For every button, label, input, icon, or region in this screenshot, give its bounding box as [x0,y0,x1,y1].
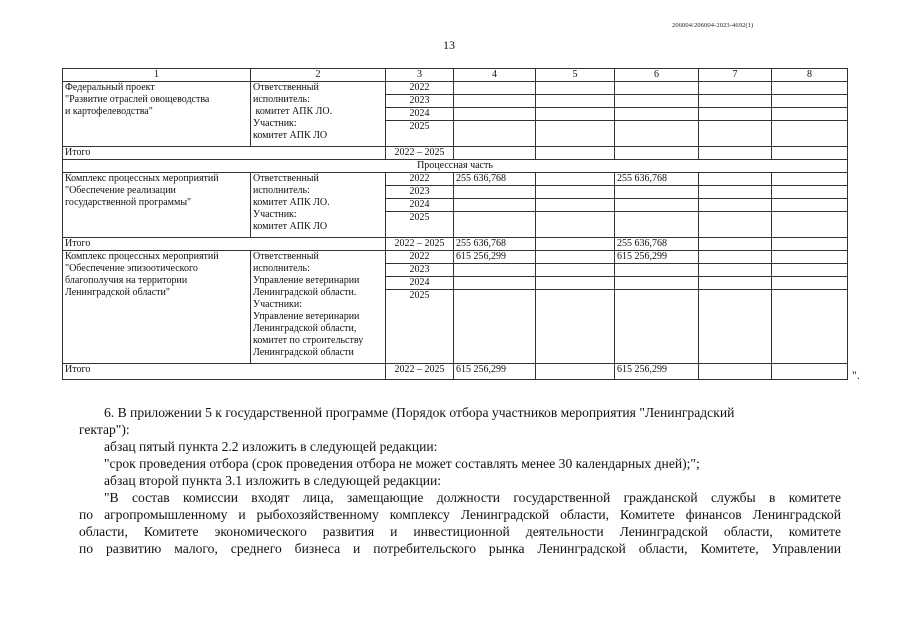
complex2-responsible: Ответственный исполнитель: Управление ветеринарии Ленинградской области. Участники: Управление ветеринарии Ленинградской области, комитет по строительству Ленинградской области [251,251,386,364]
total-row [63,147,848,160]
paragraph-quote1: "срок проведения отбора (срок проведения отбора не может составлять менее 30 календарных дней);"; [104,456,700,471]
col-header: 7 [699,69,772,82]
table-row [63,173,848,186]
col-header: 2 [251,69,386,82]
total-row [63,364,848,380]
section-title: Процессная часть [63,160,848,173]
paragraph-6-line2: гектар"): [79,422,130,437]
amount-cell: 255 636,768 [615,173,699,186]
amount-cell: 615 256,299 [454,251,536,264]
total-label: Итого [63,147,386,160]
table-header-row [63,69,848,82]
year-cell: 2022 [386,251,454,264]
col-header: 5 [536,69,615,82]
table-row [63,82,848,95]
total-label: Итого [63,238,386,251]
page-number: 13 [443,38,455,52]
fed-project-name: Федеральный проект "Развитие отраслей овощеводства и картофелеводства" [63,82,251,147]
total-period: 2022 – 2025 [386,238,454,251]
paragraph-abz2: абзац второй пункта 3.1 изложить в следующей редакции: [104,473,442,488]
year-cell: 2022 [386,173,454,186]
closing-quote: ". [852,368,860,382]
paragraph-last-line3: области, Комитете экономического развития и инвестиционной деятельности Ленинградской области, комитете [79,524,841,539]
document-id: 206004/206004-2023-4692(1) [672,22,754,29]
total-label: Итого [63,364,386,380]
paragraph-6-line1: 6. В приложении 5 к государственной программе (Порядок отбора участников мероприятия "Ленинградский [104,405,735,420]
paragraph-abz5: абзац пятый пункта 2.2 изложить в следующей редакции: [104,439,438,454]
total-period: 2022 – 2025 [386,147,454,160]
year-cell: 2022 [386,82,454,95]
col-header: 3 [386,69,454,82]
col-header: 8 [772,69,848,82]
amount-cell: 615 256,299 [615,364,699,380]
year-cell: 2023 [386,95,454,108]
amount-cell: 615 256,299 [615,251,699,264]
year-cell: 2024 [386,108,454,121]
col-header: 6 [615,69,699,82]
complex1-name: Комплекс процессных мероприятий "Обеспечение реализации государственной программы" [63,173,251,238]
fed-project-responsible: Ответственный исполнитель: комитет АПК ЛО. Участник: комитет АПК ЛО [251,82,386,147]
amount-cell: 615 256,299 [454,364,536,380]
complex2-name: Комплекс процессных мероприятий "Обеспечение эпизоотического благополучия на территории Ленинградской области" [63,251,251,364]
year-cell: 2023 [386,264,454,277]
year-cell: 2024 [386,199,454,212]
amount-cell: 255 636,768 [454,173,536,186]
paragraph-last-line1: "В состав комиссии входят лица, замещающие должности государственной гражданской службы в комитете [104,490,841,505]
amount-cell: 255 636,768 [615,238,699,251]
year-cell: 2025 [386,212,454,238]
year-cell: 2023 [386,186,454,199]
paragraph-last-line2: по агропромышленному и рыбохозяйственному комплексу Ленинградской области, Комитете финансов Ленинградской [79,507,841,522]
amount-cell: 255 636,768 [454,238,536,251]
year-cell: 2025 [386,121,454,147]
section-row [63,160,848,173]
total-period: 2022 – 2025 [386,364,454,380]
paragraph-last-line4: по развитию малого, среднего бизнеса и потребительского рынка Ленинградской области, Комитете, Управлении [79,541,841,556]
total-row [63,238,848,251]
table-row [63,251,848,264]
year-cell: 2024 [386,277,454,290]
year-cell: 2025 [386,290,454,364]
complex1-responsible: Ответственный исполнитель: комитет АПК ЛО. Участник: комитет АПК ЛО [251,173,386,238]
col-header: 4 [454,69,536,82]
budget-table [62,68,848,380]
col-header: 1 [63,69,251,82]
